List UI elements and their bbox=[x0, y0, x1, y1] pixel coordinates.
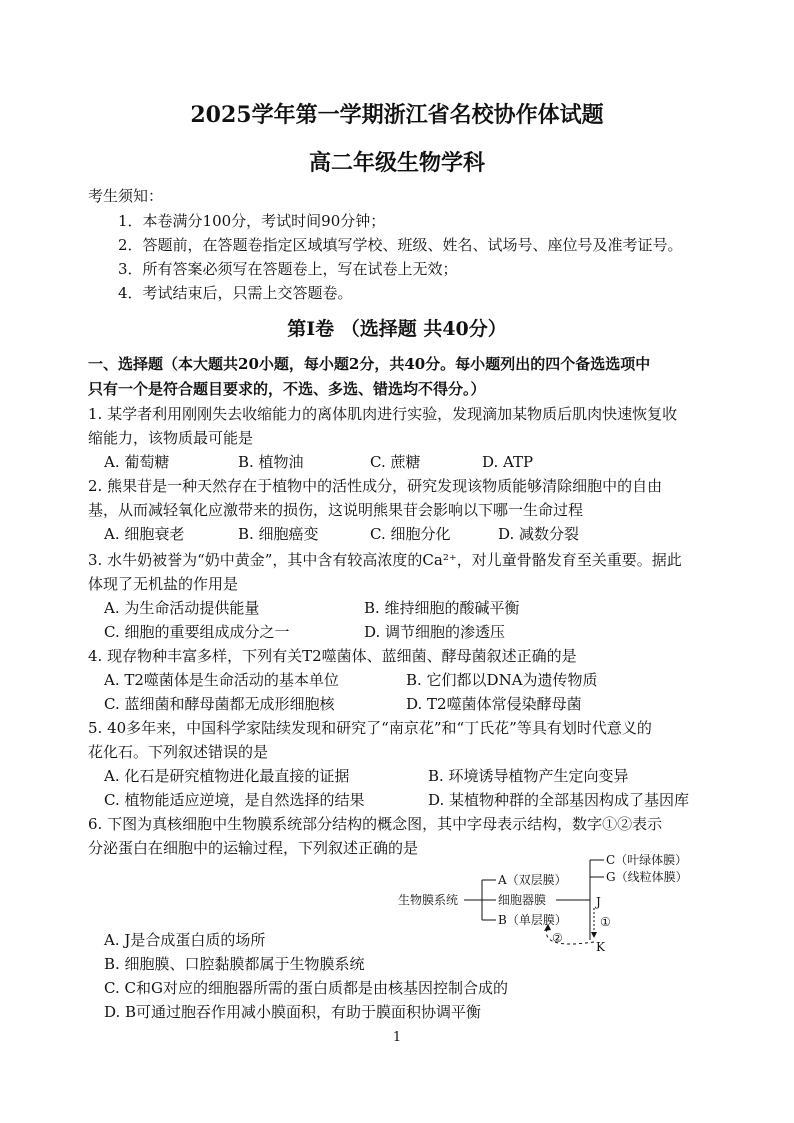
question-stem: 花化石。下列叙述错误的是 bbox=[88, 743, 269, 761]
option[interactable]: D. ATP bbox=[482, 453, 534, 471]
option[interactable]: D. T2噬菌体常侵染酵母菌 bbox=[406, 695, 582, 713]
option[interactable]: D. 减数分裂 bbox=[498, 525, 580, 543]
exam-subtitle: 高二年级生物学科 bbox=[308, 150, 485, 176]
option[interactable]: D. 某植物种群的全部基因构成了基因库 bbox=[428, 791, 690, 809]
question-stem: 1. 某学者利用刚刚失去收缩能力的离体肌肉进行实验，发现滴加某物质后肌肉快速恢复收 bbox=[88, 405, 678, 423]
notice-item: 4．考试结束后，只需上交答题卷。 bbox=[118, 284, 353, 302]
diagram-node-j: J bbox=[596, 895, 601, 909]
question-stem: 分泌蛋白在细胞中的运输过程，下列叙述正确的是 bbox=[88, 839, 419, 857]
diagram-node-c: C（叶绿体膜） bbox=[606, 853, 688, 867]
notice-heading: 考生须知： bbox=[88, 187, 164, 205]
notice-item: 2．答题前，在答题卷指定区域填写学校、班级、姓名、试场号、座位号及准考证号。 bbox=[118, 236, 683, 254]
option[interactable]: C. 蔗糖 bbox=[370, 453, 421, 471]
question-stem: 基，从而减轻氧化应激带来的损伤，这说明熊果苷会影响以下哪一生命过程 bbox=[88, 501, 584, 519]
option[interactable]: D. 调节细胞的渗透压 bbox=[364, 623, 506, 641]
diagram-step-2: ② bbox=[552, 931, 563, 945]
option[interactable]: A. 化石是研究植物进化最直接的证据 bbox=[104, 767, 350, 785]
question-stem: 4. 现存物种丰富多样，下列有关T2噬菌体、蓝细菌、酵母菌叙述正确的是 bbox=[88, 647, 577, 665]
notice-item: 1．本卷满分100分，考试时间90分钟； bbox=[118, 212, 386, 230]
question-stem: 缩能力，该物质最可能是 bbox=[88, 429, 254, 447]
option[interactable]: A. 为生命活动提供能量 bbox=[104, 599, 260, 617]
diagram-root-label: 生物膜系统 bbox=[398, 893, 459, 907]
page-number: 1 bbox=[392, 1030, 402, 1045]
diagram-node-k: K bbox=[596, 940, 605, 954]
option[interactable]: B. 细胞癌变 bbox=[238, 525, 319, 543]
option[interactable]: C. 细胞分化 bbox=[370, 525, 451, 543]
option[interactable]: C. 细胞的重要组成成分之一 bbox=[104, 623, 290, 641]
option[interactable]: A. T2噬菌体是生命活动的基本单位 bbox=[104, 671, 339, 689]
section-instruction: 只有一个是符合题目要求的，不选、多选、错选均不得分。） bbox=[88, 380, 486, 398]
option[interactable]: C. 蓝细菌和酵母菌都无成形细胞核 bbox=[104, 695, 335, 713]
notice-item: 3．所有答案必须写在答题卷上，写在试卷上无效； bbox=[118, 260, 458, 278]
option[interactable]: B. 它们都以DNA为遗传物质 bbox=[406, 671, 598, 689]
exam-title: 2025学年第一学期浙江省名校协作体试题 bbox=[190, 102, 604, 128]
option[interactable]: B. 环境诱导植物产生定向变异 bbox=[428, 767, 629, 785]
option[interactable]: A. J是合成蛋白质的场所 bbox=[104, 931, 266, 949]
option[interactable]: A. 细胞衰老 bbox=[104, 525, 185, 543]
section-title: 第Ⅰ卷 （选择题 共40分） bbox=[287, 318, 507, 340]
arrow-head-icon bbox=[591, 932, 597, 938]
question-stem: 体现了无机盐的作用是 bbox=[88, 575, 239, 593]
diagram-node-g: G（线粒体膜） bbox=[606, 870, 688, 884]
option[interactable]: C. C和G对应的细胞器所需的蛋白质都是由核基因控制合成的 bbox=[104, 979, 508, 997]
question-stem: 2. 熊果苷是一种天然存在于植物中的活性成分，研究发现该物质能够清除细胞中的自由 bbox=[88, 477, 663, 495]
option[interactable]: A. 葡萄糖 bbox=[104, 453, 170, 471]
membrane-system-diagram bbox=[398, 850, 718, 954]
option[interactable]: B. 维持细胞的酸碱平衡 bbox=[364, 599, 520, 617]
question-stem: 6. 下图为真核细胞中生物膜系统部分结构的概念图，其中字母表示结构，数字①②表示 bbox=[88, 815, 663, 833]
option[interactable]: D. B可通过胞吞作用减小膜面积，有助于膜面积协调平衡 bbox=[104, 1003, 482, 1021]
diagram-step-1: ① bbox=[600, 915, 611, 929]
option[interactable]: B. 细胞膜、口腔黏膜都属于生物膜系统 bbox=[104, 955, 365, 973]
section-instruction: 一、选择题（本大题共20小题，每小题2分，共40分。每小题列出的四个备选选项中 bbox=[88, 355, 651, 373]
diagram-node-organelle: 细胞器膜 bbox=[498, 893, 547, 907]
option[interactable]: B. 植物油 bbox=[238, 453, 304, 471]
diagram-node-b: B（单层膜） bbox=[498, 913, 567, 927]
question-stem: 3. 水牛奶被誉为“奶中黄金”，其中含有较高浓度的Ca²⁺，对儿童骨骼发育至关重要。据此 bbox=[88, 551, 682, 569]
option[interactable]: C. 植物能适应逆境，是自然选择的结果 bbox=[104, 791, 365, 809]
diagram-node-a: A（双层膜） bbox=[498, 873, 567, 887]
question-stem: 5. 40多年来，中国科学家陆续发现和研究了“南京花”和“丁氏花”等具有划时代意义的 bbox=[88, 719, 652, 737]
